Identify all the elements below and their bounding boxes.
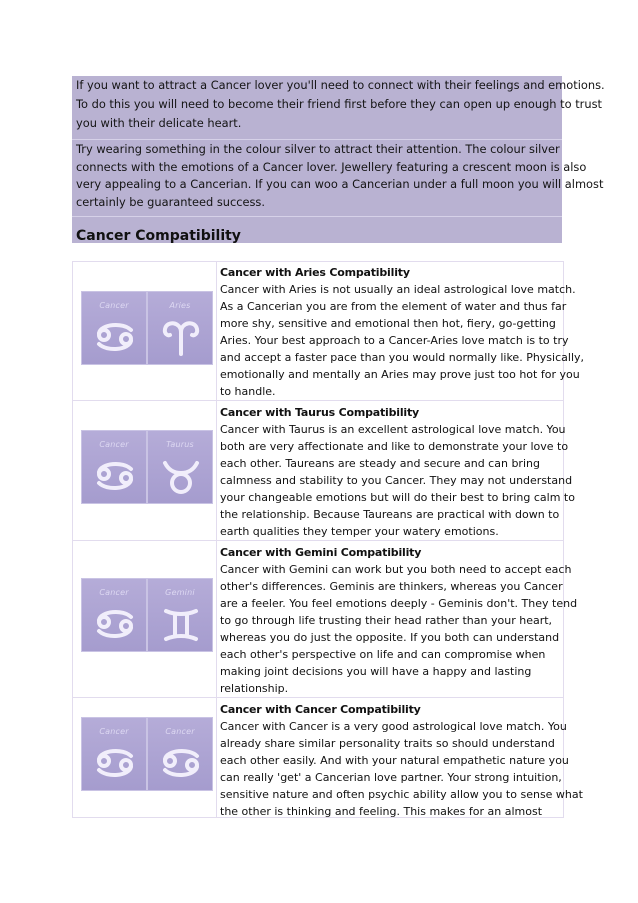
row-text: Cancer with Taurus is an excellent astrological love match. You (220, 423, 566, 436)
intro-line: certainly be guaranteed success. (76, 195, 265, 209)
intro-line: very appealing to a Cancerian. If you can woo a Cancerian under a full moon you will almost (76, 177, 604, 191)
table-row-divider (72, 540, 564, 541)
aries-sign-tile (147, 291, 213, 365)
intro-line: you with their delicate heart. (76, 116, 242, 130)
cancer-glyph-icon (159, 746, 203, 780)
cancer-glyph-icon (93, 607, 137, 641)
row-text: As a Cancerian you are from the element of water and thus far (220, 300, 567, 313)
compatibility-cell (220, 544, 578, 697)
table-row-divider (72, 400, 564, 401)
row-text: are a feeler. You feel emotions deeply - Geminis don't. They tend (220, 597, 578, 610)
row-text: relationship. (220, 682, 289, 695)
gemini-glyph-icon (159, 607, 203, 643)
intro-line: connects with the emotions of a Cancer lover. Jewellery featuring a crescent moon is also (76, 160, 587, 174)
compatibility-cell (220, 264, 585, 400)
row-text: whereas you do just the opposite. If you both can understand (220, 631, 560, 644)
sign-name: Taurus (166, 440, 194, 449)
row-text: the relationship. Because Taureans are practical with down to (220, 508, 560, 521)
row-text: other's differences. Geminis are thinkers, whereas you Cancer (220, 580, 563, 593)
sign-name: Cancer (99, 588, 129, 597)
section-title: Cancer Compatibility (76, 228, 241, 244)
sign-name: Gemini (165, 588, 195, 597)
row-text: each other. Taureans are steady and secure and can bring (220, 457, 540, 470)
row-text: already share similar personality traits so should understand (220, 737, 555, 750)
intro-divider (72, 216, 562, 217)
row-text: making joint decisions you will have a happy and lasting (220, 665, 532, 678)
row-title: Cancer with Aries Compatibility (220, 266, 410, 279)
row-text: Aries. Your best approach to a Cancer-Aries love match is to try (220, 334, 569, 347)
aries-glyph-icon (159, 320, 203, 356)
sign-name: Cancer (99, 727, 129, 736)
row-text: Cancer with Aries is not usually an ideal astrological love match. (220, 283, 576, 296)
row-title: Cancer with Gemini Compatibility (220, 546, 422, 559)
sign-name: Aries (169, 301, 191, 310)
intro-line: If you want to attract a Cancer lover you'll need to connect with their feelings and emotions. (76, 78, 605, 92)
row-text: Cancer with Gemini can work but you both need to accept each (220, 563, 572, 576)
intro-line: Try wearing something in the colour silver to attract their attention. The colour silver (76, 142, 560, 156)
row-text: to go through life trusting their head rather than your heart, (220, 614, 553, 627)
row-text: both are very affectionate and like to demonstrate your love to (220, 440, 569, 453)
sign-name: Cancer (99, 440, 129, 449)
cancer-sign-tile (81, 717, 147, 791)
sign-name: Cancer (99, 301, 129, 310)
row-text: can really 'get' a Cancerian love partner. Your strong intuition, (220, 771, 562, 784)
table-row-divider (72, 697, 564, 698)
gemini-sign-tile (147, 578, 213, 652)
row-text: sensitive nature and often psychic ability allow you to sense what (220, 788, 583, 801)
cancer-sign-tile (147, 717, 213, 791)
row-text: Cancer with Cancer is a very good astrological love match. You (220, 720, 567, 733)
cancer-sign-tile (81, 291, 147, 365)
row-text: emotionally and mentally an Aries may prove just too hot for you (220, 368, 580, 381)
row-text: and accept a faster pace than you would normally like. Physically, (220, 351, 585, 364)
row-title: Cancer with Cancer Compatibility (220, 703, 421, 716)
intro-line: To do this you will need to become their friend first before they can open up enough to trust (76, 97, 602, 111)
row-text: earth qualities they temper your watery emotions. (220, 525, 499, 538)
taurus-glyph-icon (159, 459, 203, 495)
compatibility-cell (220, 701, 583, 820)
taurus-sign-tile (147, 430, 213, 504)
compatibility-cell (220, 404, 575, 540)
cancer-glyph-icon (93, 746, 137, 780)
row-text: each other easily. And with your natural empathetic nature you (220, 754, 569, 767)
row-text: your changeable emotions but will do their best to bring calm to (220, 491, 575, 504)
row-text: the other is thinking and feeling. This makes for an almost (220, 805, 543, 818)
cancer-sign-tile (81, 578, 147, 652)
sign-name: Cancer (165, 727, 195, 736)
cancer-glyph-icon (93, 320, 137, 354)
intro-divider (72, 139, 562, 140)
row-text: calmness and stability to you Cancer. They may not understand (220, 474, 573, 487)
row-text: more shy, sensitive and emotional then hot, fiery, go-getting (220, 317, 556, 330)
cancer-sign-tile (81, 430, 147, 504)
cancer-glyph-icon (93, 459, 137, 493)
row-text: each other's perspective on life and can compromise when (220, 648, 546, 661)
row-text: to handle. (220, 385, 276, 398)
row-title: Cancer with Taurus Compatibility (220, 406, 420, 419)
